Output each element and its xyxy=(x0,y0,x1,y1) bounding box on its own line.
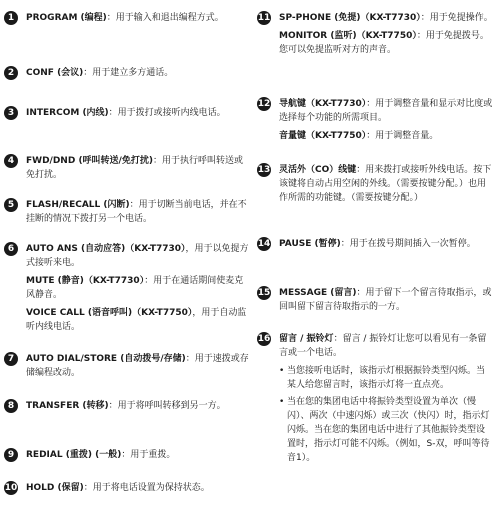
bullet-text: 当在您的集团电话中将振铃类型设置为单次（慢闪）、两次（中速闪烁）或三次（快闪）时，指示灯闪烁。当在您的集团电话中进行了其他振铃类型设置时，指示灯可能不闪烁。（例如，S-双，呼叫等待音1）。 xyxy=(287,397,490,463)
number-badge: 3 xyxy=(4,106,18,120)
list-item-15 xyxy=(257,286,493,314)
list-item-11 xyxy=(257,11,493,57)
bullet-dot: • xyxy=(279,397,285,407)
number-badge: 5 xyxy=(4,198,18,212)
key-description: ：留言 / 振铃灯让您可以看见有一条留言或一个电话。 xyxy=(279,334,487,358)
number-badge: 14 xyxy=(257,239,271,249)
key-description: ：用于建立多方通话。 xyxy=(83,68,174,78)
key-label: FWD/DND (呼叫转送/免打扰) xyxy=(26,156,153,166)
item-body xyxy=(26,66,173,80)
key-description: ：用于将电话设置为保持状态。 xyxy=(83,483,210,493)
key-label: INTERCOM (内线) xyxy=(26,108,109,118)
number-badge: 4 xyxy=(4,154,18,168)
bullet-item xyxy=(279,395,493,465)
item-body xyxy=(26,242,249,334)
item-body xyxy=(279,11,493,57)
item-body xyxy=(26,106,226,120)
key-description: ：用于执行呼叫转送或免打扰。 xyxy=(26,156,243,180)
key-description: ：用于在拨号期间插入一次暂停。 xyxy=(340,239,476,249)
key-label: 导航键（KX-T7730） xyxy=(279,99,367,109)
key-label: MUTE (静音)（KX-T7730） xyxy=(26,276,145,286)
key-label: 留言 / 振铃灯 xyxy=(279,334,334,344)
list-item-4 xyxy=(4,154,249,182)
item-body xyxy=(26,154,249,182)
list-item-1 xyxy=(4,11,224,25)
list-item-13 xyxy=(257,163,493,205)
bullet-text: 当您接听电话时，该指示灯根据振铃类型闪烁。当某人给您留言时，该指示灯将一直点亮。 xyxy=(287,366,486,390)
list-item-12 xyxy=(257,97,493,143)
key-description: ：用于调整音量和显示对比度或选择每个功能的所需项目。 xyxy=(279,99,493,123)
key-description: ，用于自动监听内线电话。 xyxy=(26,308,247,332)
key-label: FLASH/RECALL (闪断) xyxy=(26,200,130,210)
key-description: ，用于以免提方式接听来电。 xyxy=(26,244,249,268)
item-body xyxy=(26,11,224,25)
item-paragraph xyxy=(279,11,493,25)
number-badge: 15 xyxy=(257,288,271,298)
key-label: PROGRAM (编程) xyxy=(26,13,107,23)
item-body xyxy=(279,332,493,465)
item-paragraph xyxy=(279,332,493,360)
number-badge: 8 xyxy=(4,399,18,413)
key-description: ：用于在通话期间使麦克风静音。 xyxy=(26,276,244,300)
item-paragraph xyxy=(26,274,249,302)
bullet-item xyxy=(279,364,493,392)
key-label: REDIAL (重拨) (一般) xyxy=(26,450,122,460)
item-body xyxy=(279,237,476,251)
number-badge: 9 xyxy=(4,448,18,462)
key-label: MONITOR (监听)（KX-T7750） xyxy=(279,31,417,41)
item-body xyxy=(279,97,493,143)
item-body xyxy=(279,163,493,205)
key-description: ：用于免提拨号。您可以免提监听对方的声音。 xyxy=(279,31,489,55)
key-label: AUTO ANS (自动应答)（KX-T7730） xyxy=(26,244,186,254)
item-body xyxy=(26,352,249,380)
list-item-10 xyxy=(4,481,210,495)
number-badge: 6 xyxy=(4,242,18,256)
list-item-9 xyxy=(4,448,175,462)
key-description: ：用于留下一个留言待取指示，或回叫留下留言待取指示的一方。 xyxy=(279,288,492,312)
key-label: CONF (会议) xyxy=(26,68,84,78)
list-item-6 xyxy=(4,242,249,334)
key-description: ：用于重拨。 xyxy=(121,450,176,460)
number-badge: 16 xyxy=(257,334,271,344)
item-paragraph xyxy=(26,306,249,334)
key-label: MESSAGE (留言) xyxy=(279,288,357,298)
key-description: ：用来拨打或接听外线电话。按下该键将自动占用空闲的外线。（需要按键分配。）也用作所需的功能键。（需要按键分配。） xyxy=(279,165,492,203)
list-item-5 xyxy=(4,198,249,226)
key-label: SP-PHONE (免提)（KX-T7730） xyxy=(279,13,421,23)
key-label: 灵活外（CO）线键 xyxy=(279,165,357,175)
item-paragraph xyxy=(279,97,493,125)
key-description: ：用于拨打或接听内线电话。 xyxy=(108,108,226,118)
number-badge: 7 xyxy=(4,352,18,366)
item-body xyxy=(26,448,175,462)
number-badge: 1 xyxy=(4,11,18,25)
key-label: VOICE CALL (语音呼叫)（KX-T7750） xyxy=(26,308,193,318)
item-body xyxy=(26,198,249,226)
number-badge: 2 xyxy=(4,66,18,80)
item-body xyxy=(279,286,493,314)
key-label: PAUSE (暂停) xyxy=(279,239,341,249)
key-description: ：用于将呼叫转移到另一方。 xyxy=(108,401,226,411)
key-label: 音量键（KX-T7750） xyxy=(279,131,367,141)
list-item-7 xyxy=(4,352,249,380)
item-paragraph xyxy=(279,29,493,57)
list-item-2 xyxy=(4,66,173,80)
key-label: TRANSFER (转移) xyxy=(26,401,109,411)
item-body xyxy=(26,481,210,495)
key-description: ：用于输入和退出编程方式。 xyxy=(106,13,224,23)
item-paragraph xyxy=(279,129,493,143)
list-item-14 xyxy=(257,237,476,251)
list-item-8 xyxy=(4,399,226,413)
number-badge: 12 xyxy=(257,99,271,109)
number-badge: 10 xyxy=(4,483,18,493)
number-badge: 13 xyxy=(257,165,271,175)
key-description: ：用于速拨或存储编程改动。 xyxy=(26,354,249,378)
number-badge: 11 xyxy=(257,13,271,23)
key-description: ：用于免提操作。 xyxy=(420,13,493,23)
item-paragraph xyxy=(26,242,249,270)
item-body xyxy=(26,399,226,413)
list-item-3 xyxy=(4,106,226,120)
key-description: ：用于调整音量。 xyxy=(366,131,439,141)
key-label: AUTO DIAL/STORE (自动拨号/存储) xyxy=(26,354,186,364)
key-description: ：用于切断当前电话，并在不挂断的情况下拨打另一个电话。 xyxy=(26,200,247,224)
list-item-16 xyxy=(257,332,493,465)
key-label: HOLD (保留) xyxy=(26,483,84,493)
bullet-dot: • xyxy=(279,366,285,376)
